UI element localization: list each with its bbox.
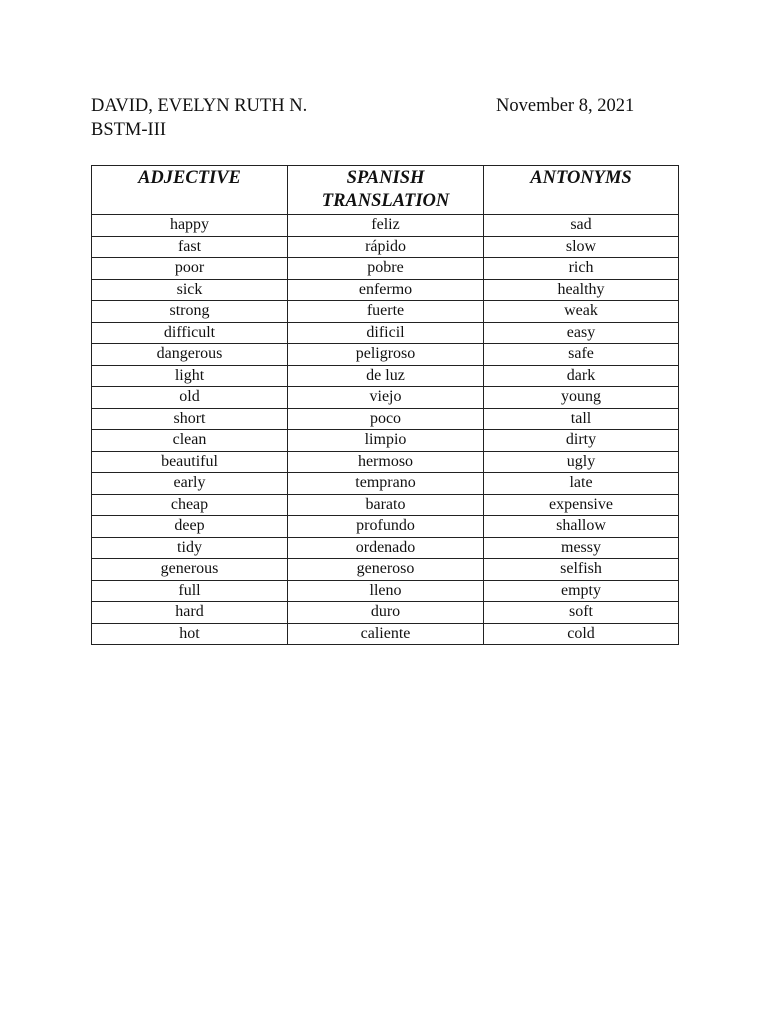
spanish-translation-cell: temprano: [288, 473, 484, 495]
adjective-cell: short: [92, 408, 288, 430]
spanish-translation-cell: peligroso: [288, 344, 484, 366]
spanish-translation-cell: barato: [288, 494, 484, 516]
spanish-translation-cell: rápido: [288, 236, 484, 258]
student-name: DAVID, EVELYN RUTH N.: [91, 96, 308, 116]
table-row: [92, 215, 679, 237]
antonym-cell: young: [484, 387, 679, 409]
antonym-cell: rich: [484, 258, 679, 280]
adjective-cell: full: [92, 580, 288, 602]
antonym-cell: easy: [484, 322, 679, 344]
spanish-translation-cell: poco: [288, 408, 484, 430]
antonym-cell: slow: [484, 236, 679, 258]
adjective-cell: generous: [92, 559, 288, 581]
antonym-cell: tall: [484, 408, 679, 430]
adjective-cell: light: [92, 365, 288, 387]
antonym-cell: dark: [484, 365, 679, 387]
antonym-cell: sad: [484, 215, 679, 237]
table-row: [92, 236, 679, 258]
antonym-cell: selfish: [484, 559, 679, 581]
adjective-cell: hard: [92, 602, 288, 624]
adjective-cell: dangerous: [92, 344, 288, 366]
table-row: [92, 430, 679, 452]
spanish-translation-cell: ordenado: [288, 537, 484, 559]
table-row: [92, 623, 679, 645]
spanish-translation-cell: profundo: [288, 516, 484, 538]
table-row: [92, 537, 679, 559]
table-row: [92, 408, 679, 430]
vocabulary-table: [91, 165, 679, 645]
antonym-cell: healthy: [484, 279, 679, 301]
adjective-cell: happy: [92, 215, 288, 237]
antonym-cell: messy: [484, 537, 679, 559]
spanish-translation-cell: hermoso: [288, 451, 484, 473]
spanish-translation-cell: caliente: [288, 623, 484, 645]
adjective-cell: clean: [92, 430, 288, 452]
adjective-cell: fast: [92, 236, 288, 258]
table-row: [92, 322, 679, 344]
table-row: [92, 451, 679, 473]
spanish-translation-cell: feliz: [288, 215, 484, 237]
spanish-translation-cell: enfermo: [288, 279, 484, 301]
adjective-cell: hot: [92, 623, 288, 645]
table-row: [92, 387, 679, 409]
table-row: [92, 279, 679, 301]
column-header-adjective: ADJECTIVE: [92, 166, 288, 215]
antonym-cell: expensive: [484, 494, 679, 516]
table-body: [92, 215, 679, 645]
adjective-cell: strong: [92, 301, 288, 323]
table-row: [92, 365, 679, 387]
adjective-cell: poor: [92, 258, 288, 280]
table-row: [92, 494, 679, 516]
antonym-cell: shallow: [484, 516, 679, 538]
table-row: [92, 559, 679, 581]
spanish-translation-cell: dificil: [288, 322, 484, 344]
antonym-cell: cold: [484, 623, 679, 645]
table-row: [92, 344, 679, 366]
adjective-cell: old: [92, 387, 288, 409]
antonym-cell: weak: [484, 301, 679, 323]
column-header-antonyms: ANTONYMS: [484, 166, 679, 215]
antonym-cell: late: [484, 473, 679, 495]
spanish-translation-cell: fuerte: [288, 301, 484, 323]
spanish-translation-cell: de luz: [288, 365, 484, 387]
antonym-cell: soft: [484, 602, 679, 624]
adjective-cell: early: [92, 473, 288, 495]
class-section: BSTM-III: [91, 120, 167, 140]
document-date: November 8, 2021: [496, 96, 635, 116]
antonym-cell: dirty: [484, 430, 679, 452]
adjective-cell: deep: [92, 516, 288, 538]
table-row: [92, 516, 679, 538]
spanish-translation-cell: viejo: [288, 387, 484, 409]
spanish-translation-cell: limpio: [288, 430, 484, 452]
antonym-cell: safe: [484, 344, 679, 366]
adjective-cell: sick: [92, 279, 288, 301]
spanish-translation-cell: duro: [288, 602, 484, 624]
table-header-row: [92, 166, 679, 215]
table-row: [92, 580, 679, 602]
table-row: [92, 258, 679, 280]
antonym-cell: empty: [484, 580, 679, 602]
adjective-cell: beautiful: [92, 451, 288, 473]
spanish-translation-cell: generoso: [288, 559, 484, 581]
column-header-spanish-translation: SPANISH TRANSLATION: [288, 166, 484, 215]
spanish-translation-cell: lleno: [288, 580, 484, 602]
spanish-translation-cell: pobre: [288, 258, 484, 280]
table-row: [92, 301, 679, 323]
antonym-cell: ugly: [484, 451, 679, 473]
adjective-cell: cheap: [92, 494, 288, 516]
adjective-cell: tidy: [92, 537, 288, 559]
adjective-cell: difficult: [92, 322, 288, 344]
table-row: [92, 602, 679, 624]
table-row: [92, 473, 679, 495]
